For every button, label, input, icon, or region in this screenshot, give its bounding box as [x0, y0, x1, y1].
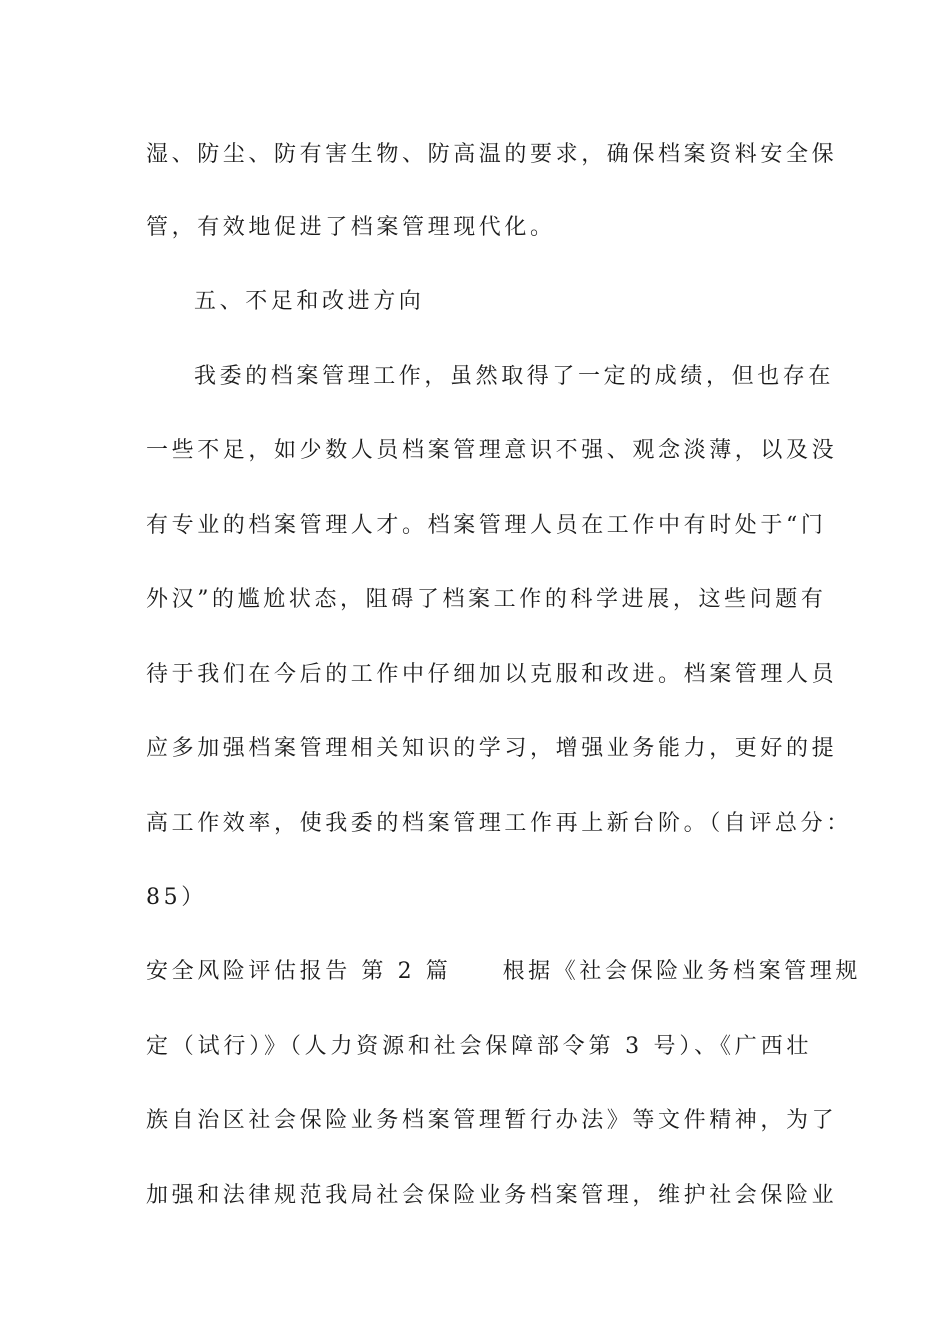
body-text-line: 外汉”的尴尬状态，阻碍了档案工作的科学进展，这些问题有	[146, 587, 827, 612]
body-text-line: 85）	[146, 885, 207, 910]
body-text-line: 定（试行）》（人力资源和社会保障部令第 3 号）、《广西壮	[146, 1034, 812, 1059]
body-text-line: 应多加强档案管理相关知识的学习，增强业务能力，更好的提	[146, 736, 838, 761]
body-text-line: 加强和法律规范我局社会保险业务档案管理，维护社会保险业	[146, 1183, 838, 1208]
body-text-line: 安全风险评估报告 第 2 篇 根据《社会保险业务档案管理规	[146, 959, 861, 984]
body-text-line: 待于我们在今后的工作中仔细加以克服和改进。档案管理人员	[146, 662, 838, 687]
body-text-line: 高工作效率，使我委的档案管理工作再上新台阶。（自评总分：	[146, 811, 852, 836]
body-text-line: 有专业的档案管理人才。档案管理人员在工作中有时处于“门	[146, 513, 827, 538]
body-text-line: 我委的档案管理工作，虽然取得了一定的成绩，但也存在	[194, 364, 835, 389]
body-text-line: 一些不足，如少数人员档案管理意识不强、观念淡薄，以及没	[146, 438, 838, 463]
body-text-line: 湿、防尘、防有害生物、防高温的要求，确保档案资料安全保	[146, 142, 838, 167]
body-text-line: 族自治区社会保险业务档案管理暂行办法》等文件精神，为了	[146, 1108, 838, 1133]
section-heading: 五、不足和改进方向	[194, 289, 425, 314]
body-text-line: 管，有效地促进了档案管理现代化。	[146, 215, 556, 240]
